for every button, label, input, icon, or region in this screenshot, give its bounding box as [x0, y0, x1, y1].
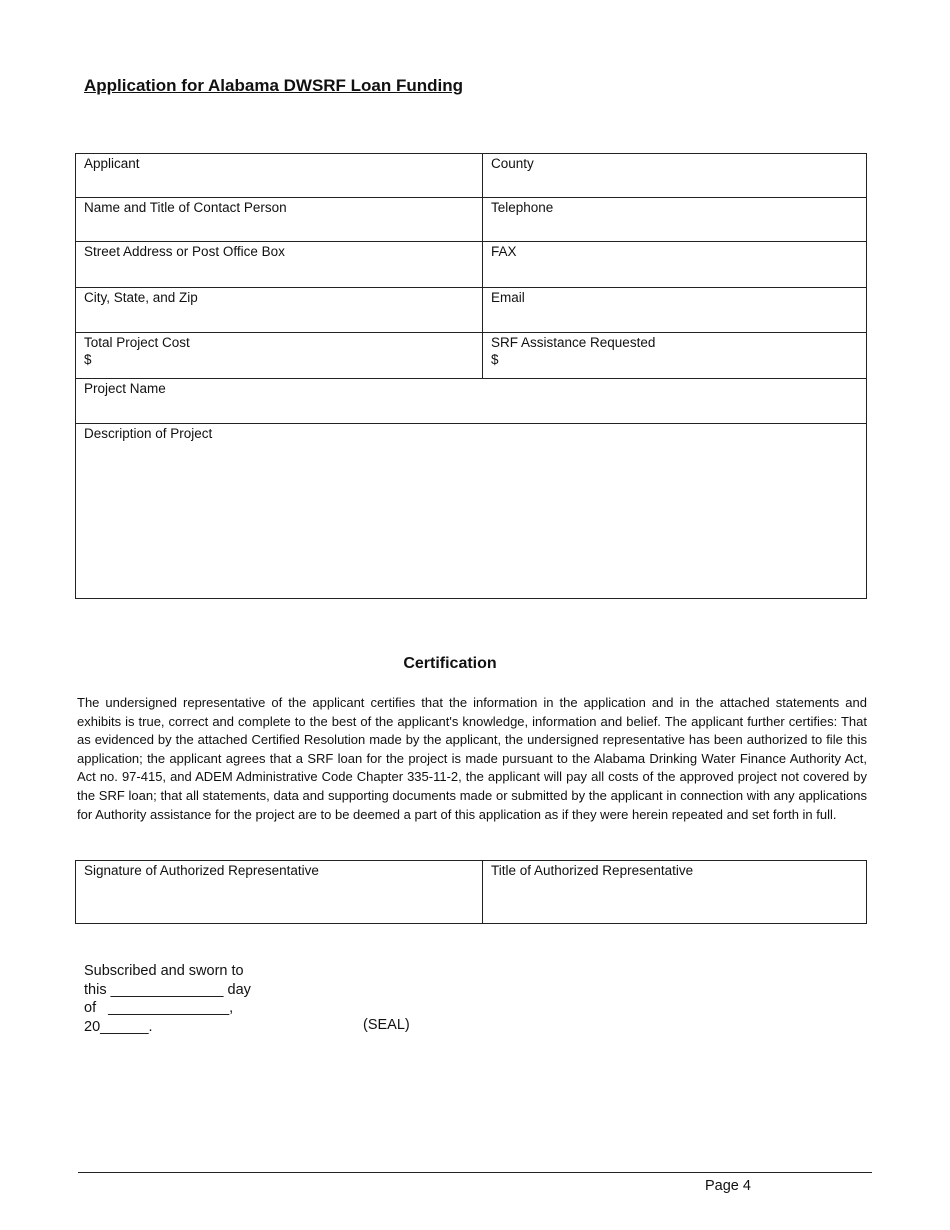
signature-field[interactable] — [76, 861, 483, 924]
footer-divider — [78, 1172, 872, 1173]
signature-label: Signature of Authorized Representative — [84, 863, 319, 878]
application-form-table — [75, 153, 867, 599]
contact-person-field[interactable] — [76, 198, 483, 242]
srf-assistance-label: SRF Assistance Requested — [491, 335, 656, 350]
sworn-line-1: Subscribed and sworn to — [84, 963, 244, 979]
notary-block — [84, 962, 251, 1036]
telephone-label: Telephone — [491, 200, 554, 215]
fax-label: FAX — [491, 244, 517, 259]
total-project-cost-currency: $ — [84, 352, 92, 367]
county-label: County — [491, 156, 534, 171]
project-name-label: Project Name — [84, 381, 166, 396]
telephone-field[interactable] — [483, 198, 867, 242]
applicant-field[interactable] — [76, 154, 483, 198]
street-address-field[interactable] — [76, 242, 483, 288]
project-name-field[interactable] — [76, 379, 867, 424]
city-state-zip-label: City, State, and Zip — [84, 290, 198, 305]
project-description-field[interactable] — [76, 424, 867, 599]
city-state-zip-field[interactable] — [76, 288, 483, 333]
project-description-label: Description of Project — [84, 426, 213, 441]
sworn-line-2: this ______________ day — [84, 981, 251, 998]
document-title: Application for Alabama DWSRF Loan Funding — [84, 76, 464, 95]
fax-field[interactable] — [483, 242, 867, 288]
signature-table — [75, 860, 867, 924]
representative-title-field[interactable] — [483, 861, 867, 924]
certification-heading: Certification — [403, 655, 497, 672]
street-address-label: Street Address or Post Office Box — [84, 244, 285, 259]
certification-text: The undersigned representative of the applicant certifies that the information in the application and in the attached statements and exhibits is true, correct and complete to the best of the applicant's knowledge, information and belief. The applicant further certifies: That as evidenced by the attached Certified Resolution made by the applicant, the undersigned representative has been authorized to file this application; the applicant agrees that a SRF loan for the project is made pursuant to the Alabama Drinking Water Finance Authority Act, Act no. 97-415, and ADEM Administrative Code Chapter 335-11-2, the applicant will pay all costs of the approved project not covered by the SRF loan; that all statements, data and supporting documents made or submitted by the applicant in connection with any applications for Authority assistance for the project are to be deemed a part of this application as if they were herein repeated and set forth in full. — [77, 695, 867, 822]
srf-assistance-currency: $ — [491, 352, 499, 367]
sworn-line-3: of _______________, — [84, 1000, 234, 1016]
applicant-label: Applicant — [84, 156, 140, 171]
email-field[interactable] — [483, 288, 867, 333]
sworn-line-4: 20______. — [84, 1018, 153, 1035]
county-field[interactable] — [483, 154, 867, 198]
total-project-cost-field[interactable] — [76, 333, 483, 379]
total-project-cost-label: Total Project Cost — [84, 335, 190, 350]
contact-person-label: Name and Title of Contact Person — [84, 200, 287, 215]
email-label: Email — [491, 290, 525, 305]
srf-assistance-field[interactable] — [483, 333, 867, 379]
representative-title-label: Title of Authorized Representative — [491, 863, 694, 878]
seal-label: (SEAL) — [363, 1017, 410, 1033]
page-number: Page 4 — [705, 1178, 751, 1194]
